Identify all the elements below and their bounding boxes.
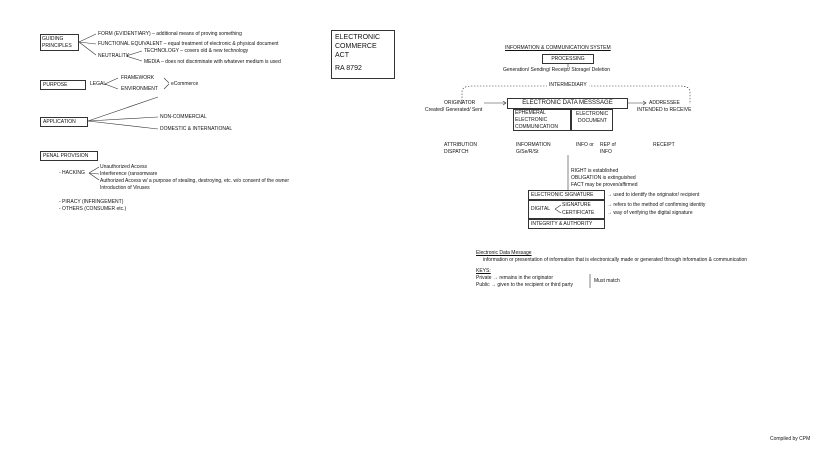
compiled-by-credit: Compiled by CPM	[770, 436, 811, 442]
fact-proven: FACT may be proven/affirmed	[571, 182, 638, 188]
electronic-signature-box: ELECTRONIC SIGNATURE	[528, 190, 605, 200]
electronic-signature-note: → used to identify the originator/ recipient	[607, 192, 700, 198]
addressee-label: ADDRESSEE	[649, 100, 680, 106]
keys-must-match: Must match	[594, 278, 620, 284]
system-title: INFORMATION & COMMUNICATION SYSTEM	[505, 45, 611, 51]
hacking-item-3: Authorized Access w/ a purpose of stealing, destroying, etc. w/o consent of the owner	[100, 178, 289, 184]
neutrality-media: MEDIA – does not discriminate with whatever medium is used	[144, 59, 281, 65]
penal-hacking: - HACKING	[59, 170, 85, 176]
edm-box: ELECTRONIC DATA MESSSAGE	[507, 98, 628, 109]
act-title-line2: COMMERCE	[335, 43, 377, 50]
guiding-label1: GUIDING	[42, 36, 64, 42]
processing-box: PROCESSING	[542, 54, 594, 64]
principle-neutrality: NEUTRALITY	[98, 53, 130, 59]
purpose-ecommerce: eCommerce	[171, 81, 199, 87]
signature-note: → refers to the method of confirming identity	[607, 202, 706, 208]
ephemeral-line1: EPHEMERAL	[515, 110, 546, 116]
hacking-item-2: Interference (ransomware	[100, 171, 158, 177]
penal-provision-box: PENAL PROVISION	[40, 151, 98, 161]
application-box: APPLICATION	[40, 117, 88, 127]
purpose-environment: ENVIRONMENT	[121, 86, 158, 92]
addressee-sub: INTENDED to RECEIVE	[637, 107, 692, 113]
information-label: INFORMATION	[516, 142, 551, 148]
application-domestic: DOMESTIC & INTERNATIONAL	[160, 126, 233, 132]
keys-title: KEYS:	[476, 268, 491, 274]
integrity-authority-box: INTEGRITY & AUTHORITY	[528, 219, 605, 229]
hacking-item-4: Introduction of Viruses	[100, 185, 150, 191]
info-or-label: INFO or	[576, 142, 594, 148]
right-established: RIGHT is established	[571, 168, 619, 174]
penal-others: - OTHERS (CONSUMER etc.)	[59, 206, 127, 212]
electronic-document-line2: DOCUMENT	[578, 118, 607, 124]
purpose-box: PURPOSE	[40, 80, 86, 90]
principle-form: FORM (EVIDENTIARY) – additional means of proving something	[98, 31, 242, 37]
purpose-framework: FRAMEWORK	[121, 75, 155, 81]
definition-title: Electronic Data Message	[476, 250, 532, 256]
obligation-extinguished: OBLIGATION is extinguished	[571, 175, 636, 181]
certificate-label: CERTIFICATE	[562, 210, 595, 216]
penal-piracy: - PIRACY (INFRINGEMENT)	[59, 199, 124, 205]
act-title-line3: ACT	[335, 52, 349, 59]
processing-steps: Generation/ Sending/ Receipt/ Storage/ Deletion	[503, 67, 611, 73]
receipt-label: RECEIPT	[653, 142, 675, 148]
keys-public: Public → given to the recipient or third party	[476, 282, 573, 288]
signature-label: SIGNATURE	[562, 202, 591, 208]
act-title-line1: ELECTRONIC	[335, 34, 381, 41]
ephemeral-line3: COMMUNICATION	[515, 124, 558, 130]
definition-text: information or presentation of information that is electronically made or generated through information & communication	[483, 257, 748, 263]
electronic-document-line1: ELECTRONIC	[576, 111, 609, 117]
originator-sub: Created/ Generated/ Sent	[425, 107, 483, 113]
gsrst-label: G/Se/R/St	[516, 149, 539, 155]
digital-label: DIGITAL	[531, 206, 551, 212]
keys-private: Private → remains in the originator	[476, 275, 553, 281]
application-noncommercial: NON-COMMERCIAL	[160, 114, 207, 120]
act-number: RA 8792	[335, 65, 362, 72]
intermediary-label: INTERMEDIARY	[549, 82, 587, 88]
originator-label: ORIGINATOR	[444, 100, 476, 106]
guiding-label2: PRINCIPLES	[42, 43, 72, 49]
principle-functional: FUNCTIONAL EQUIVALENT – equal treatment of electronic & physical document	[98, 41, 279, 47]
neutrality-technology: TECHNOLOGY – covers old & new technology	[144, 48, 249, 54]
rep-of-label: REP of	[600, 142, 616, 148]
dispatch-label: DISPATCH	[444, 149, 469, 155]
attribution-label: ATTRIBUTION	[444, 142, 477, 148]
info2-label: INFO	[600, 149, 612, 155]
certificate-note: → way of verifying the digital signature	[607, 210, 693, 216]
purpose-legal: LEGAL	[90, 81, 107, 87]
ephemeral-line2: ELECTRONIC	[515, 117, 548, 123]
hacking-item-1: Unauthorized Access	[100, 164, 147, 170]
